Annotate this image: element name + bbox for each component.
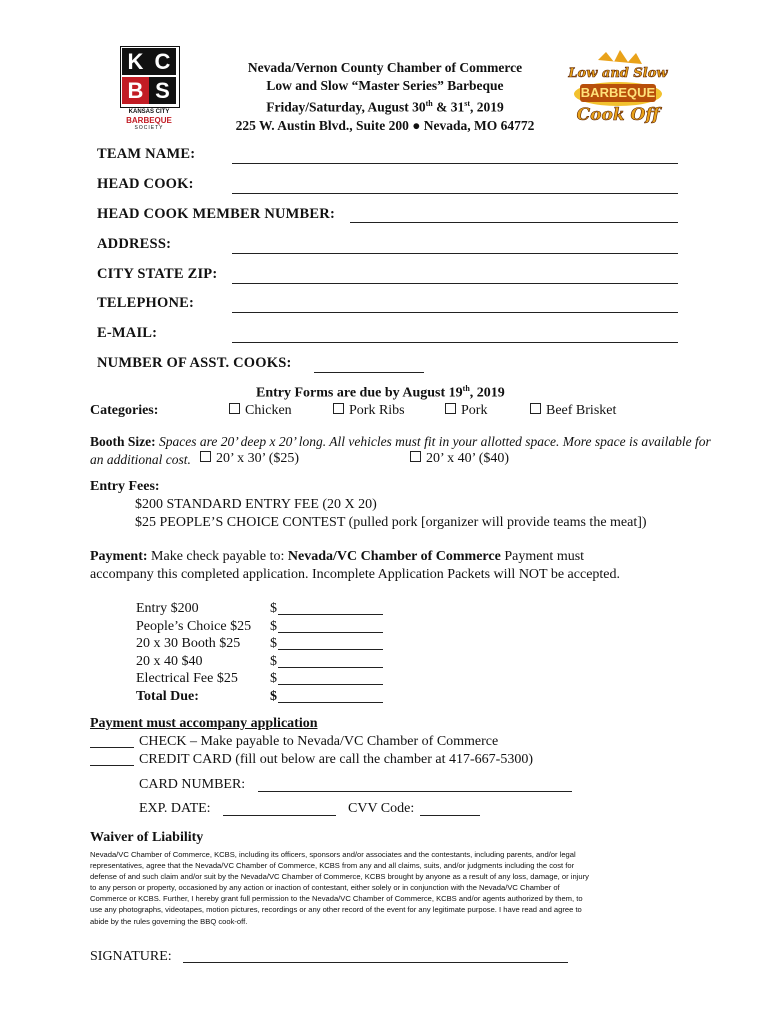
- credit-card-option-field[interactable]: [90, 765, 134, 766]
- team-name-label: TEAM NAME:: [97, 146, 196, 162]
- entry-fees-label: Entry Fees:: [90, 479, 160, 494]
- checkbox-icon: [445, 403, 456, 414]
- categories-label: Categories:: [90, 403, 159, 418]
- booth-size-block: Booth Size: Spaces are 20’ deep x 20’ long. All vehicles must fit in your allotted space. More space is available for an additional cost.: [90, 434, 711, 467]
- amount-field[interactable]: [278, 702, 383, 703]
- total-row: Entry $200 $: [136, 600, 251, 618]
- checkbox-icon: [410, 451, 421, 462]
- checkbox-icon: [333, 403, 344, 414]
- total-row: People’s Choice $25 $: [136, 618, 251, 636]
- member-number-field[interactable]: [350, 222, 678, 223]
- entry-due-note: Entry Forms are due by August 19th, 2019: [256, 384, 505, 401]
- header-block: [185, 59, 585, 135]
- waiver-heading: Waiver of Liability: [90, 830, 204, 845]
- amount-field[interactable]: [278, 667, 383, 668]
- cvv-label: CVV Code:: [348, 801, 415, 816]
- waiver-text: Nevada/VC Chamber of Commerce, KCBS, including its officers, sponsors and/or associates and the contestants, including parents, and/or legal representatives, agree that the Nevada/VC Chamber of Commerce, KCBS from any and all claims, suits, and/or judgments including the cost for defense of and such claim and/or suit by the Nevada/VC Chamber of Commerce, KCBS brought by anyone as a result of any loss, damage, or injury to any person or property, occasioned by any action or inaction of contestant, either solely or in conjunction with the Nevada/VC Chamber of Commerce or KCBS. Further, I hereby grant full permission to the Nevada/VC Chamber of Commerce, KCBS and/or agents authorized by them, to use any photographs, videotapes, motion pictures, recordings or any other record of the event for any legitimate purpose. I have read and agree to abide by the rules governing the BBQ cook-off.: [90, 850, 589, 926]
- city-state-zip-field[interactable]: [232, 283, 678, 284]
- checkbox-icon: [229, 403, 240, 414]
- total-row: Electrical Fee $25 $: [136, 670, 251, 688]
- checkbox-icon: [200, 451, 211, 462]
- header-line4: 225 W. Austin Blvd., Suite 200 ● Nevada, MO 64772: [235, 117, 535, 133]
- entry-fee-standard: $200 STANDARD ENTRY FEE (20 X 20): [135, 497, 377, 512]
- total-row: 20 x 30 Booth $25 $: [136, 635, 251, 653]
- entry-fee-peoples-choice: $25 PEOPLE’S CHOICE CONTEST (pulled pork [organizer will provide teams the meat]): [135, 515, 647, 530]
- head-cook-label: HEAD COOK:: [97, 176, 194, 192]
- signature-label: SIGNATURE:: [90, 949, 172, 964]
- telephone-field[interactable]: [232, 312, 678, 313]
- asst-cooks-label: NUMBER OF ASST. COOKS:: [97, 355, 292, 371]
- exp-date-field[interactable]: [223, 815, 336, 816]
- category-pork-ribs[interactable]: Pork Ribs: [333, 403, 405, 419]
- head-cook-field[interactable]: [232, 193, 678, 194]
- header-line2: Low and Slow “Master Series” Barbeque: [266, 78, 504, 93]
- asst-cooks-field[interactable]: [314, 372, 424, 373]
- amount-field[interactable]: [278, 614, 383, 615]
- category-pork[interactable]: Pork: [445, 403, 487, 419]
- category-beef-brisket[interactable]: Beef Brisket: [530, 403, 616, 419]
- address-label: ADDRESS:: [97, 236, 172, 252]
- amount-field[interactable]: [278, 649, 383, 650]
- totals-table: [136, 600, 277, 705]
- card-number-label: CARD NUMBER:: [139, 777, 246, 792]
- cookoff-logo: Low and Slow BARBEQUE Cook Off: [562, 50, 674, 130]
- check-option-field[interactable]: [90, 747, 134, 748]
- header-line3: Friday/Saturday, August 30th & 31st, 2019: [266, 99, 504, 115]
- booth-option-20x30[interactable]: 20’ x 30’ ($25): [200, 451, 299, 467]
- amount-field[interactable]: [278, 632, 383, 633]
- checkbox-icon: [530, 403, 541, 414]
- category-chicken[interactable]: Chicken: [229, 403, 292, 419]
- total-row: Total Due: $: [136, 688, 251, 706]
- card-number-field[interactable]: [258, 791, 572, 792]
- payment-methods-heading: Payment must accompany application: [90, 716, 318, 731]
- signature-field[interactable]: [183, 962, 568, 963]
- check-option-label: CHECK – Make payable to Nevada/VC Chamber of Commerce: [139, 734, 499, 749]
- payment-instructions: Payment: Make check payable to: Nevada/VC Chamber of Commerce Payment must accompany this completed application. Incomplete Application Packets will NOT be accepted.: [90, 549, 621, 582]
- kcbs-logo: K C B S KANSAS CITY BARBEQUE SOCIETY: [118, 46, 180, 132]
- address-field[interactable]: [232, 253, 678, 254]
- email-field[interactable]: [232, 342, 678, 343]
- amount-field[interactable]: [278, 684, 383, 685]
- booth-option-20x40[interactable]: 20’ x 40’ ($40): [410, 451, 509, 467]
- cvv-field[interactable]: [420, 815, 480, 816]
- member-number-label: HEAD COOK MEMBER NUMBER:: [97, 206, 336, 222]
- email-label: E-MAIL:: [97, 325, 158, 341]
- header-line1: Nevada/Vernon County Chamber of Commerce: [247, 60, 523, 75]
- total-row: 20 x 40 $40 $: [136, 653, 251, 671]
- exp-date-label: EXP. DATE:: [139, 801, 211, 816]
- credit-card-option-label: CREDIT CARD (fill out below are call the chamber at 417-667-5300): [139, 752, 533, 767]
- team-name-field[interactable]: [232, 163, 678, 164]
- city-state-zip-label: CITY STATE ZIP:: [97, 266, 218, 282]
- telephone-label: TELEPHONE:: [97, 295, 195, 311]
